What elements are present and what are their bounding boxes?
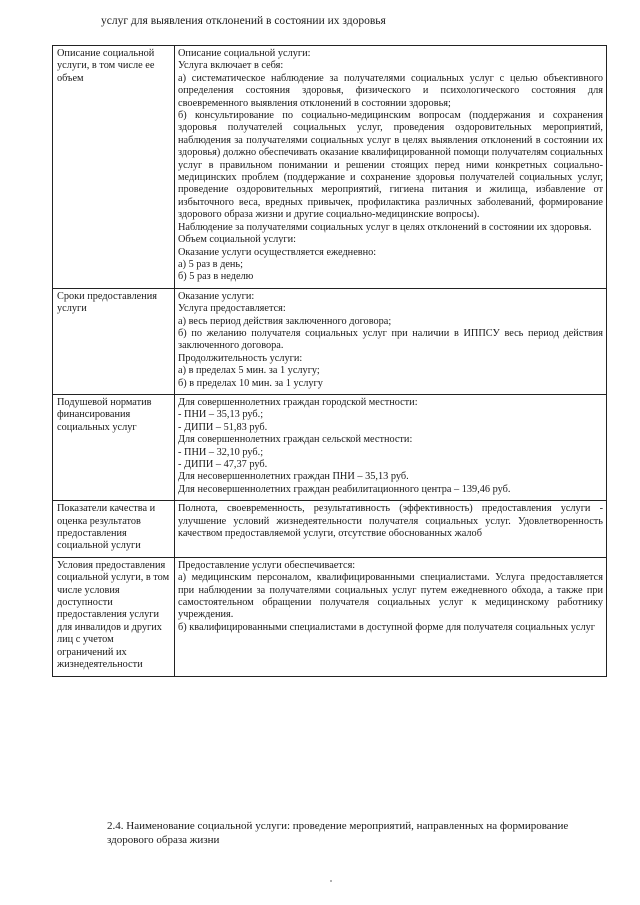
row-content: [175, 557, 607, 676]
section-heading: 2.4. Наименование социальной услуги: проведение мероприятий, направленных на формирование здорового образа жизни: [107, 820, 569, 846]
row-label: Показатели качества и оценка результатов предоставления социальной услуги: [53, 501, 175, 558]
scan-speck: [330, 880, 332, 882]
row-content: [175, 288, 607, 394]
content-line: Услуга предоставляется:: [178, 303, 286, 315]
content-line: Продолжительность услуги:: [178, 352, 303, 364]
table-row: [53, 46, 607, 289]
content-line: Для совершеннолетних граждан сельской местности:: [178, 434, 413, 446]
content-line: Для совершеннолетних граждан городской местности:: [178, 396, 418, 408]
content-line: Полнота, своевременность, результативность (эффективность) предоставления услуги - улучшение условий жизнедеятельности получателя социальных услуг. Удовлетворенность качеством предоставляемой услуги, отсутствие обоснованных жалоб: [178, 503, 603, 540]
content-line: а) весь период действия заключенного договора;: [178, 315, 392, 327]
row-label: Условия предоставления социальной услуги, в том числе условия доступности предоставления услуги для инвалидов и других лиц с учетом ограничений их жизнедеятельности: [53, 557, 175, 676]
content-line: а) в пределах 5 мин. за 1 услугу;: [178, 365, 320, 377]
table-row: [53, 394, 607, 500]
table-row: [53, 501, 607, 558]
content-line: - ПНИ – 35,13 руб.;: [178, 409, 264, 421]
content-line: Услуга включает в себя:: [178, 60, 284, 72]
content-line: Предоставление услуги обеспечивается:: [178, 559, 356, 571]
row-content: [175, 501, 607, 558]
table-row: [53, 288, 607, 394]
content-line: а) систематическое наблюдение за получателями социальных услуг с целью объективного определения состояния здоровья, физического и психологического состояния для своевременного выявления отклонений в состоянии здоровья;: [178, 72, 603, 109]
content-line: - ДИПИ – 47,37 руб.: [178, 459, 268, 470]
row-label: Сроки предоставления услуги: [53, 288, 175, 394]
content-line: б) 5 раз в неделю: [178, 271, 254, 283]
content-line: Оказание услуги осуществляется ежедневно:: [178, 246, 377, 258]
content-line: б) по желанию получателя социальных услуг при наличии в ИППСУ весь период действия заключенного договора.: [178, 327, 603, 352]
row-content: [175, 394, 607, 500]
content-line: Объем социальной услуги:: [178, 234, 296, 246]
content-line: б) консультирование по социально-медицинским вопросам (поддержания и сохранения здоровья получателей социальных услуг, проведения оздоровительных мероприятий, наблюдения за получателями социальных услуг в целях выявления отклонений в состоянии их здоровья) должно обеспечивать оказание квалифицированной помощи получателям социальных услуг в правильном понимании и решении стоящих перед ними конкретных социально-медицинских проблем (поддержание и сохранение здоровья получателей социальных услуг, проведение оздоровительных мероприятий, гигиена питания и жилища, избавление от избыточного веса, вредных привычек, профилактика различных заболеваний, формирование здорового образа жизни и другие социально-медицинские вопросы).: [178, 110, 603, 221]
content-line: Наблюдение за получателями социальных услуг в целях отклонений в состоянии их здоровья.: [178, 221, 592, 233]
content-line: б) в пределах 10 мин. за 1 услугу: [178, 377, 323, 389]
content-line: б) квалифицированными специалистами в доступной форме для получателя социальных услуг: [178, 621, 595, 633]
content-line: Оказание услуги:: [178, 290, 255, 302]
row-label: Подушевой норматив финансирования социальных услуг: [53, 394, 175, 500]
content-line: Для несовершеннолетних граждан ПНИ – 35,13 руб.: [178, 471, 409, 483]
row-content: [175, 46, 607, 289]
content-line: - ПНИ – 32,10 руб.;: [178, 446, 264, 458]
content-line: - ДИПИ – 51,83 руб.: [178, 421, 268, 433]
continued-text: услуг для выявления отклонений в состоянии их здоровья: [101, 15, 386, 27]
content-line: а) медицинским персоналом, квалифицированными специалистами. Услуга предоставляется при наблюдении за получателями социальных услуг путем ежедневного обхода, а также при самостоятельном обращении получателя социальных услуг к медицинскому работнику учреждения.: [178, 572, 603, 621]
content-line: а) 5 раз в день;: [178, 258, 243, 270]
content-line: Описание социальной услуги:: [178, 48, 311, 59]
row-label: Описание социальной услуги, в том числе ее объем: [53, 46, 175, 289]
content-line: Для несовершеннолетних граждан реабилитационного центра – 139,46 руб.: [178, 483, 511, 495]
table-row: [53, 557, 607, 676]
service-description-table: [52, 45, 607, 677]
